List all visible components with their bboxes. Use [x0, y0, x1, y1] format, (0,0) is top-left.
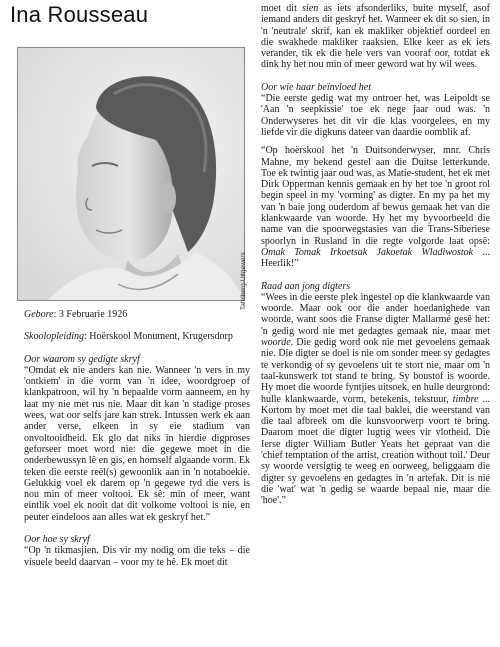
birth-info — [24, 309, 250, 320]
left-column — [24, 309, 250, 568]
section-heading-why: Oor waarom sy gedigte skryf — [24, 353, 140, 365]
section-body-why: “Omdat ek nie anders kan nie. Wanneer 'n vers in my 'ontkiem' in die vorm van 'n idee, woordgroep of klankpatroon, wil hy 'n bepaalde vorm aanneem, en hy laat my nie met rus nie. Maar dit kan 'n stadige proses wees, wat oor selfs jare kan strek. Intussen werk ek aan ander verse, elkeen in sy eie stadium van onvoltooidheid. Ek glo dat niks in hierdie digproses geforseer moet word nie: die gegewe moet in die onderbewussyn lê en gis, en homself algaande vorm. Ek teken die eerste reël(s) gewoonlik aan in 'n notaboekie. Gelukkig voel ek darem op 'n gegewe tyd die vers is nou min of meer voltooi. Ek sê: min of meer, want eintlik voel ek nooit dat dit volkome voltooi is nie, en peuter eindeloos aan alles wat ek geskryf het.” — [24, 364, 250, 523]
section-body-influence-1: “Die eerste gedig wat my ontroer het, was Leipoldt se 'Aan 'n seepkissie' toe ek nege jaar oud was. 'n Onderwyseres het dit vir die klas voorgelees, en my liefde vir die digkuns dateer van daardie oomblik af. — [261, 93, 490, 138]
school-value: : Hoërskool Monument, Krugersdorp — [84, 331, 233, 343]
birth-value: : 3 Februarie 1926 — [53, 309, 128, 320]
section-body-how-end: moet dit sien as iets afsonderliks, buite myself, asof iemand anders dit geskryf het. Wanneer ek dit so sien, in 'n 'neutrale' skrif, kan ek makliker objektief oordeel en die swakhede makliker raaksien. Elke keer as ek iets verander, tik ek die hele vers van vooraf oor, totdat ek dink hy het nou min of meer geword wat hy wil wees. — [261, 3, 491, 71]
right-column — [261, 3, 490, 506]
section-body-advice: “Wees in die eerste plek ingestel op die klankwaarde van woorde. Maar ook oor die ander hoedanighede van woorde, want soos die Franse digter Mallarmé gesê het: 'n gedig word nie met gedagtes gemaak nie, maar met woorde. Die gedig word ook nie met gevoelens gemaak nie. Die digter se doel is nie om sonder meer sy gedagtes te verkondig of sy gevoelens uit te stort nie, maar om 'n taal-kunswerk tot stand te bring. Sy boustof is woorde. Hy moet die woorde fyntjies uitsoek, en hulle deurgrond: hulle klankwaarde, vorm, betekenis, tekstuur, timbre ... Kortom hy moet met die taal baklei, die weerstand van die taal afbreek om die kunsvoorwerp voort te bring. Daarom moet die digter lugtig wees vir vlotheid. Die Ierse digter William Butler Yeats het gepraat van die 'chief temptation of the artist, creation without toil.' Deur sy woorde versigtig te weeg en oorweeg, beliggaam die digter sy gevoelens en gedagtes in 'n artefak. Dit is nié die 'wat' wat 'n gedig se waarde bepaal nie, maar die 'hoe'.” — [261, 291, 490, 507]
author-name: Ina Rousseau — [10, 2, 149, 27]
section-body-influence-2: “Op hoërskool het 'n Duitsonderwyser, mnr. Chris Mahne, my bekend gestel aan die Duitse letterkunde. Toe ek twintig jaar oud was, as Matie-student, het ek met Dirk Opperman kennis gemaak en hy het toe 'n groot rol begin speel in my 'vorming' as digter. En my pa het my van 'n baie jong ouderdom af bewus gemaak het van die klankwaarde van woorde. Hy het my byvoorbeeld die name van die spoorwegstasies van die Trans-Siberiese spoorlyn in Rusland in die regte volgorde laat opsê: Omak Tomak Irkoetsak Jakoetak Wladiwostok ... Heerlik!” — [261, 145, 491, 270]
portrait-image — [18, 48, 244, 300]
section-body-how-start: “Op 'n tikmasjien. Dis vir my nodig om die teks – die visuele beeld daarvan – voor my te hê. Ek moet dit — [24, 545, 250, 568]
school-label: Skoolopleiding — [24, 331, 84, 343]
section-heading-how: Oor hoe sy skryf — [24, 534, 90, 546]
section-heading-advice: Raad aan jong digters — [261, 280, 351, 292]
section-heading-influence: Oor wie haar beïnvloed het — [261, 81, 371, 93]
birth-label: Gebore — [24, 309, 54, 320]
photo-credit: Tafelberg-Uitgewers — [240, 252, 247, 310]
author-portrait — [17, 47, 245, 301]
school-info — [24, 331, 250, 342]
